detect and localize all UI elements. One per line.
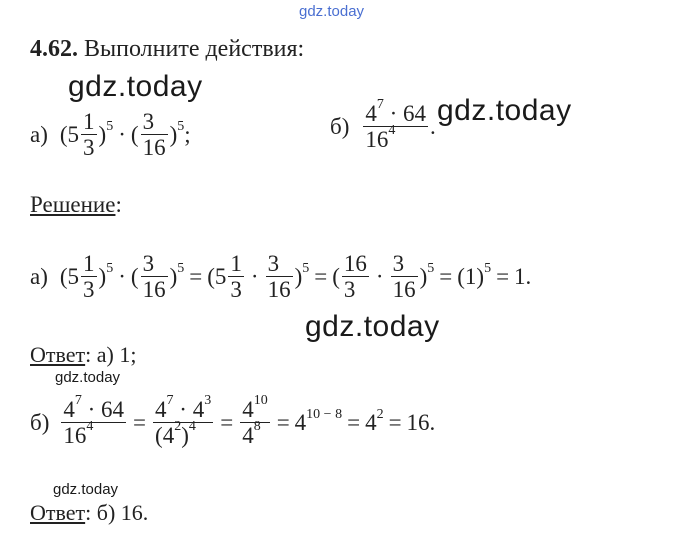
item-label: б) [330, 114, 350, 140]
answer-a: Ответ: а) 1; [30, 342, 137, 367]
result-a: 1. [514, 264, 532, 290]
problem-text: Выполните действия: [84, 36, 305, 62]
task-a: а) ( 5 $\frac{1}{3}$ )$^5$ · ( $\frac{3}{16}$ )$^5$ ; [30, 109, 191, 161]
fraction: $\frac{3}{16}$ [142, 109, 166, 161]
watermark-top: gdz.today [299, 3, 365, 20]
answer-b: Ответ: б) 16. [30, 500, 149, 525]
solution-a: а) ( 5 $\frac{1}{3}$ )$^5$ · ( $\frac{3}{16}$ )$^5$ = ( 5 $\frac{1}{3}$ · $\frac{3}{16}$ )$^5$ = ( $\frac{16}{3}$ · $\frac{3}{16}$ )$^5$ = $(1)^5$ = 1. [30, 251, 532, 303]
fraction: $\frac{4^7 \cdot 64}{16^4}$ [365, 97, 427, 153]
fraction: $\frac{1}{3}$ [83, 109, 95, 161]
watermark: gdz.today [305, 310, 440, 343]
solution-b: б) $\frac{4^7 \cdot 64}{16^4}$ = $\frac{4^7 \cdot 4^3}{(4^2)^4}$ = $\frac{4^{10}}{4^8}$ = $4^{10 - 8}$ = $4^2$ = 16. [30, 393, 436, 449]
solution-heading: Решение: [30, 192, 122, 217]
whole-part: 5 [67, 122, 80, 148]
watermark: gdz.today [53, 481, 119, 498]
item-label: а) [30, 122, 48, 148]
problem-title [30, 36, 304, 63]
watermark: gdz.today [437, 94, 572, 127]
watermark: gdz.today [68, 70, 203, 103]
task-b: б) $\frac{4^7 \cdot 64}{16^4}$ . [330, 97, 436, 153]
problem-number: 4.62. [30, 36, 78, 62]
watermark: gdz.today [55, 369, 121, 386]
result-b: 16. [406, 410, 436, 436]
